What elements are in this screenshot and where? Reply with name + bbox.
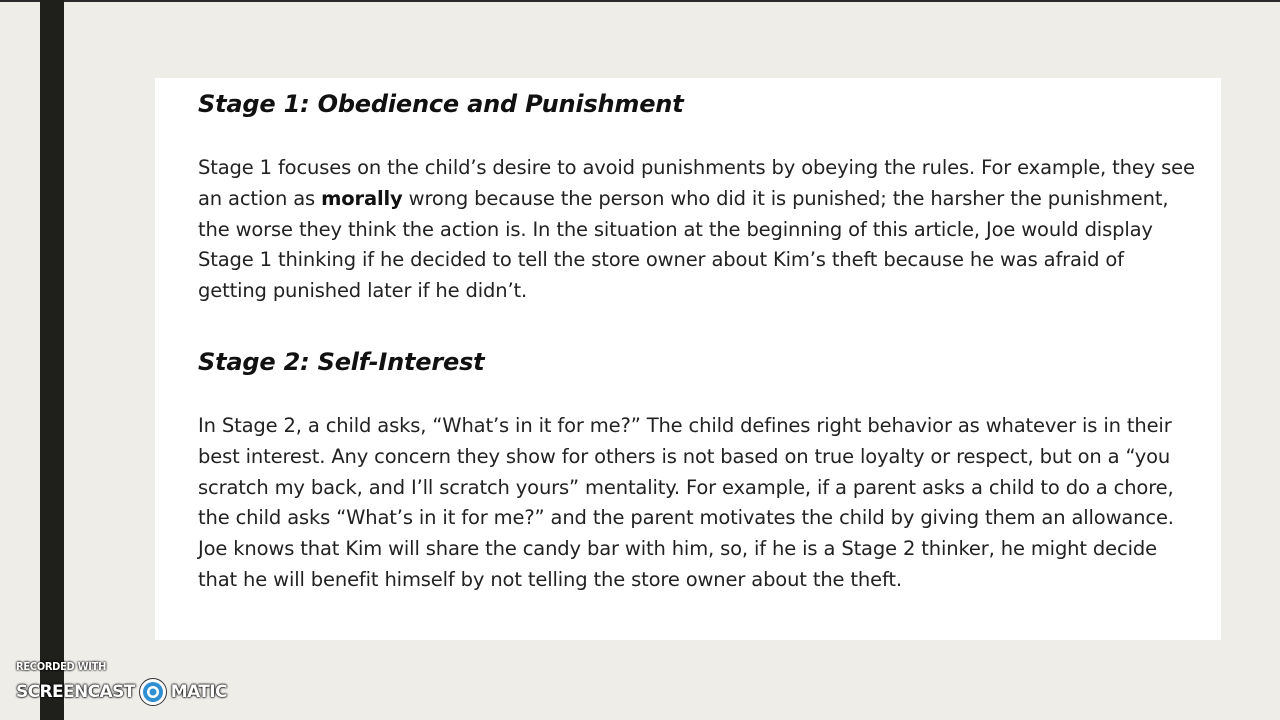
stage-1-bold-word: morally [321, 186, 403, 210]
recorded-with-label: RECORDED WITH [16, 660, 107, 673]
screencast-o-matic-logo-icon [138, 677, 168, 707]
brand-left-text: SCREENCAST [16, 682, 135, 702]
screencast-watermark [16, 660, 246, 710]
stage-1-paragraph [198, 153, 1198, 307]
stage-1-text-part-2: wrong because the person who did it is punished; the harsher the punishment, the worse they think the action is. In the situation at the beginning of this article, Joe would display Stage 1 thinking if he decided to tell the store owner about Kim’s theft because he was afraid of getting punished later if he didn’t. [198, 186, 1169, 303]
brand-right-text: MATIC [170, 682, 227, 702]
stage-1-heading: Stage 1: Obedience and Punishment [198, 90, 684, 118]
screencast-brand [16, 680, 227, 704]
left-dark-bar [40, 0, 64, 720]
top-edge-line [0, 0, 1280, 2]
stage-2-paragraph: In Stage 2, a child asks, “What’s in it for me?” The child defines right behavior as whatever is in their best interest. Any concern they show for others is not based on true loyalty or respect, but on a “you scratch my back, and I’ll scratch yours” mentality. For example, if a parent asks a child to do a chore, the child asks “What’s in it for me?” and the parent motivates the child by giving them an allowance. Joe knows that Kim will share the candy bar with him, so, if he is a Stage 2 thinker, he might decide that he will benefit himself by not telling the store owner about the theft. [198, 414, 1174, 591]
stage-1-text-part-1: Stage 1 focuses on the child’s desire to avoid punishments by obeying the rules. For example, they see an action as [198, 156, 1195, 210]
stage-2-heading: Stage 2: Self-Interest [198, 348, 485, 376]
article-card [155, 78, 1221, 640]
